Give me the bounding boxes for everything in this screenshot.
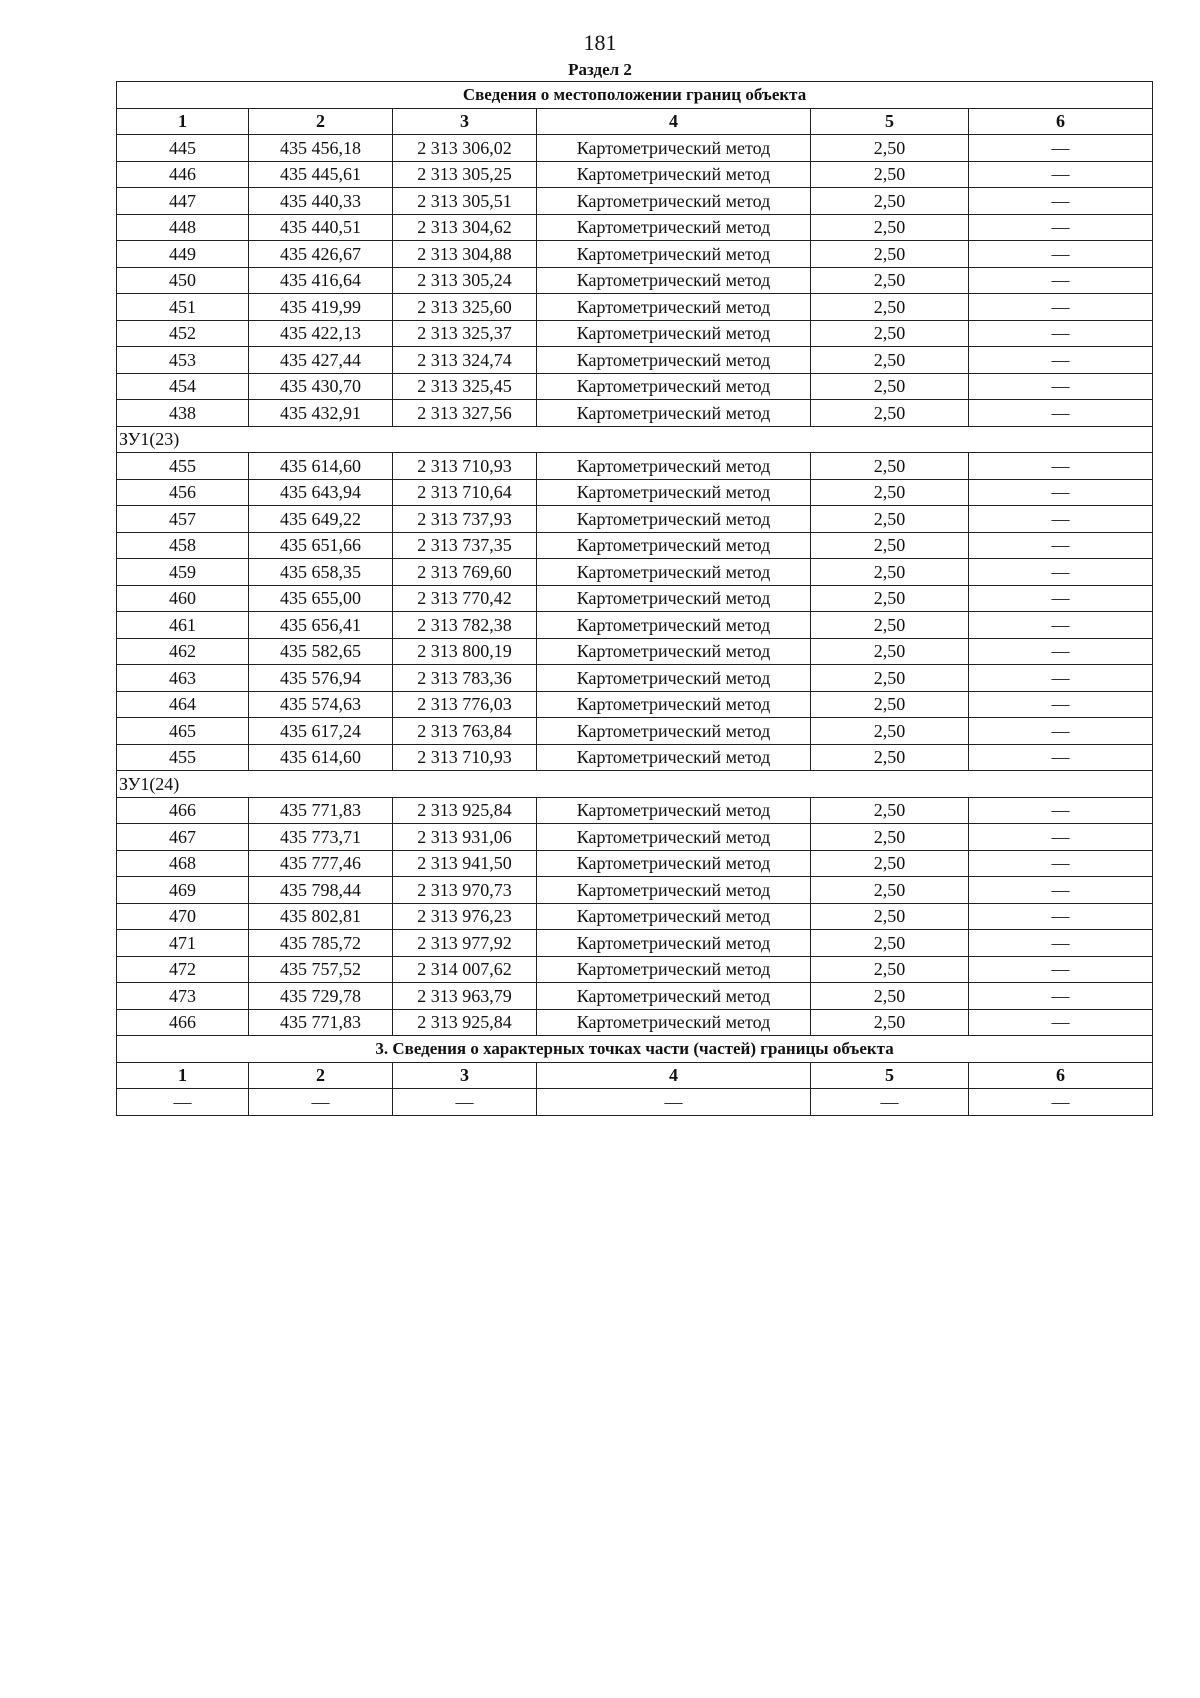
description-cell: — — [969, 161, 1153, 188]
table-row — [117, 1009, 1153, 1036]
y-coordinate-cell: 2 313 800,19 — [393, 638, 537, 665]
method-cell: — — [537, 1089, 811, 1116]
y-coordinate-cell: 2 313 305,25 — [393, 161, 537, 188]
y-coordinate-cell: 2 313 305,24 — [393, 267, 537, 294]
method-cell: Картометрический метод — [537, 347, 811, 374]
point-number-cell: 438 — [117, 400, 249, 427]
column-header: 3 — [393, 108, 537, 135]
table-row — [117, 532, 1153, 559]
y-coordinate-cell: 2 313 776,03 — [393, 691, 537, 718]
point-number-cell: 450 — [117, 267, 249, 294]
description-cell: — — [969, 585, 1153, 612]
column-header-row — [117, 108, 1153, 135]
point-number-cell: 457 — [117, 506, 249, 533]
table-title-row — [117, 82, 1153, 109]
y-coordinate-cell: 2 313 737,93 — [393, 506, 537, 533]
table-row — [117, 294, 1153, 321]
method-cell: Картометрический метод — [537, 400, 811, 427]
precision-cell: 2,50 — [811, 665, 969, 692]
description-cell: — — [969, 956, 1153, 983]
description-cell: — — [969, 267, 1153, 294]
table-row — [117, 1089, 1153, 1116]
column-header: 2 — [249, 108, 393, 135]
description-cell: — — [969, 903, 1153, 930]
point-number-cell: 468 — [117, 850, 249, 877]
x-coordinate-cell: 435 617,24 — [249, 718, 393, 745]
y-coordinate-cell: 2 313 305,51 — [393, 188, 537, 215]
method-cell: Картометрический метод — [537, 691, 811, 718]
table-row — [117, 903, 1153, 930]
x-coordinate-cell: 435 426,67 — [249, 241, 393, 268]
x-coordinate-cell: 435 771,83 — [249, 797, 393, 824]
table-row — [117, 241, 1153, 268]
x-coordinate-cell: 435 649,22 — [249, 506, 393, 533]
y-coordinate-cell: 2 313 963,79 — [393, 983, 537, 1010]
y-coordinate-cell: 2 313 782,38 — [393, 612, 537, 639]
description-cell: — — [969, 877, 1153, 904]
description-cell: — — [969, 930, 1153, 957]
table-row — [117, 824, 1153, 851]
point-number-cell: 471 — [117, 930, 249, 957]
y-coordinate-cell: 2 313 931,06 — [393, 824, 537, 851]
description-cell: — — [969, 983, 1153, 1010]
description-cell: — — [969, 532, 1153, 559]
precision-cell: 2,50 — [811, 930, 969, 957]
table-row — [117, 214, 1153, 241]
x-coordinate-cell: 435 658,35 — [249, 559, 393, 586]
precision-cell: 2,50 — [811, 797, 969, 824]
y-coordinate-cell: 2 313 977,92 — [393, 930, 537, 957]
method-cell: Картометрический метод — [537, 585, 811, 612]
group-row — [117, 426, 1153, 453]
precision-cell: 2,50 — [811, 294, 969, 321]
section3-title-row — [117, 1036, 1153, 1063]
point-number-cell: 448 — [117, 214, 249, 241]
y-coordinate-cell: 2 313 737,35 — [393, 532, 537, 559]
description-cell: — — [969, 479, 1153, 506]
description-cell: — — [969, 744, 1153, 771]
column-header: 4 — [537, 1062, 811, 1089]
point-number-cell: 449 — [117, 241, 249, 268]
table-row — [117, 188, 1153, 215]
column-header: 6 — [969, 1062, 1153, 1089]
method-cell: Картометрический метод — [537, 267, 811, 294]
method-cell: Картометрический метод — [537, 665, 811, 692]
table-row — [117, 718, 1153, 745]
description-cell: — — [969, 188, 1153, 215]
table-row — [117, 744, 1153, 771]
table-body — [117, 82, 1153, 1116]
table-row — [117, 479, 1153, 506]
x-coordinate-cell: 435 802,81 — [249, 903, 393, 930]
precision-cell: 2,50 — [811, 638, 969, 665]
x-coordinate-cell: 435 445,61 — [249, 161, 393, 188]
section-label: Раздел 2 — [568, 60, 632, 79]
precision-cell: 2,50 — [811, 877, 969, 904]
method-cell: Картометрический метод — [537, 824, 811, 851]
y-coordinate-cell: 2 313 925,84 — [393, 797, 537, 824]
table-title: Сведения о местоположении границ объекта — [117, 82, 1153, 109]
description-cell: — — [969, 214, 1153, 241]
description-cell: — — [969, 559, 1153, 586]
x-coordinate-cell: 435 651,66 — [249, 532, 393, 559]
method-cell: Картометрический метод — [537, 797, 811, 824]
method-cell: Картометрический метод — [537, 532, 811, 559]
group-label: ЗУ1(24) — [117, 771, 1153, 798]
table-row — [117, 161, 1153, 188]
precision-cell: 2,50 — [811, 453, 969, 480]
point-number-cell: 461 — [117, 612, 249, 639]
precision-cell: 2,50 — [811, 983, 969, 1010]
point-number-cell: — — [117, 1089, 249, 1116]
column-header: 1 — [117, 108, 249, 135]
point-number-cell: 467 — [117, 824, 249, 851]
method-cell: Картометрический метод — [537, 559, 811, 586]
x-coordinate-cell: 435 614,60 — [249, 744, 393, 771]
precision-cell: 2,50 — [811, 850, 969, 877]
y-coordinate-cell: 2 313 925,84 — [393, 1009, 537, 1036]
precision-cell: 2,50 — [811, 559, 969, 586]
x-coordinate-cell: 435 430,70 — [249, 373, 393, 400]
description-cell: — — [969, 241, 1153, 268]
x-coordinate-cell: 435 416,64 — [249, 267, 393, 294]
method-cell: Картометрический метод — [537, 744, 811, 771]
method-cell: Картометрический метод — [537, 638, 811, 665]
point-number-cell: 447 — [117, 188, 249, 215]
table-row — [117, 797, 1153, 824]
y-coordinate-cell: 2 313 970,73 — [393, 877, 537, 904]
point-number-cell: 469 — [117, 877, 249, 904]
x-coordinate-cell: 435 576,94 — [249, 665, 393, 692]
column-header: 2 — [249, 1062, 393, 1089]
precision-cell: 2,50 — [811, 479, 969, 506]
description-cell: — — [969, 612, 1153, 639]
x-coordinate-cell: 435 440,33 — [249, 188, 393, 215]
y-coordinate-cell: 2 313 325,37 — [393, 320, 537, 347]
description-cell: — — [969, 824, 1153, 851]
table-row — [117, 691, 1153, 718]
x-coordinate-cell: 435 574,63 — [249, 691, 393, 718]
precision-cell: 2,50 — [811, 135, 969, 162]
point-number-cell: 466 — [117, 797, 249, 824]
precision-cell: 2,50 — [811, 612, 969, 639]
precision-cell: 2,50 — [811, 188, 969, 215]
description-cell: — — [969, 294, 1153, 321]
method-cell: Картометрический метод — [537, 877, 811, 904]
table-row — [117, 559, 1153, 586]
point-number-cell: 462 — [117, 638, 249, 665]
y-coordinate-cell: 2 313 710,93 — [393, 453, 537, 480]
x-coordinate-cell: 435 456,18 — [249, 135, 393, 162]
precision-cell: 2,50 — [811, 691, 969, 718]
point-number-cell: 455 — [117, 453, 249, 480]
method-cell: Картометрический метод — [537, 161, 811, 188]
description-cell: — — [969, 1089, 1153, 1116]
y-coordinate-cell: 2 313 783,36 — [393, 665, 537, 692]
precision-cell: 2,50 — [811, 1009, 969, 1036]
description-cell: — — [969, 638, 1153, 665]
table-row — [117, 135, 1153, 162]
x-coordinate-cell: 435 419,99 — [249, 294, 393, 321]
y-coordinate-cell: 2 313 941,50 — [393, 850, 537, 877]
description-cell: — — [969, 320, 1153, 347]
y-coordinate-cell: 2 313 770,42 — [393, 585, 537, 612]
table-row — [117, 877, 1153, 904]
y-coordinate-cell: — — [393, 1089, 537, 1116]
y-coordinate-cell: 2 313 769,60 — [393, 559, 537, 586]
page-number: 181 — [583, 30, 617, 55]
method-cell: Картометрический метод — [537, 850, 811, 877]
description-cell: — — [969, 135, 1153, 162]
description-cell: — — [969, 453, 1153, 480]
method-cell: Картометрический метод — [537, 453, 811, 480]
method-cell: Картометрический метод — [537, 718, 811, 745]
y-coordinate-cell: 2 313 324,74 — [393, 347, 537, 374]
table-row — [117, 453, 1153, 480]
table-row — [117, 638, 1153, 665]
x-coordinate-cell: 435 643,94 — [249, 479, 393, 506]
section3-title: 3. Сведения о характерных точках части (частей) границы объекта — [117, 1036, 1153, 1063]
x-coordinate-cell: 435 773,71 — [249, 824, 393, 851]
description-cell: — — [969, 347, 1153, 374]
group-row — [117, 771, 1153, 798]
description-cell: — — [969, 797, 1153, 824]
x-coordinate-cell: 435 614,60 — [249, 453, 393, 480]
y-coordinate-cell: 2 313 304,88 — [393, 241, 537, 268]
precision-cell: 2,50 — [811, 400, 969, 427]
y-coordinate-cell: 2 313 304,62 — [393, 214, 537, 241]
section3-header-row — [117, 1062, 1153, 1089]
precision-cell: 2,50 — [811, 744, 969, 771]
y-coordinate-cell: 2 313 710,64 — [393, 479, 537, 506]
method-cell: Картометрический метод — [537, 956, 811, 983]
description-cell: — — [969, 850, 1153, 877]
table-row — [117, 267, 1153, 294]
description-cell: — — [969, 691, 1153, 718]
x-coordinate-cell: 435 440,51 — [249, 214, 393, 241]
method-cell: Картометрический метод — [537, 188, 811, 215]
precision-cell: 2,50 — [811, 320, 969, 347]
precision-cell: 2,50 — [811, 373, 969, 400]
precision-cell: 2,50 — [811, 161, 969, 188]
description-cell: — — [969, 665, 1153, 692]
method-cell: Картометрический метод — [537, 294, 811, 321]
method-cell: Картометрический метод — [537, 135, 811, 162]
point-number-cell: 470 — [117, 903, 249, 930]
table-row — [117, 612, 1153, 639]
precision-cell: 2,50 — [811, 267, 969, 294]
method-cell: Картометрический метод — [537, 983, 811, 1010]
point-number-cell: 446 — [117, 161, 249, 188]
point-number-cell: 473 — [117, 983, 249, 1010]
method-cell: Картометрический метод — [537, 506, 811, 533]
precision-cell: 2,50 — [811, 506, 969, 533]
precision-cell: 2,50 — [811, 347, 969, 374]
group-label: ЗУ1(23) — [117, 426, 1153, 453]
description-cell: — — [969, 373, 1153, 400]
x-coordinate-cell: 435 785,72 — [249, 930, 393, 957]
point-number-cell: 464 — [117, 691, 249, 718]
description-cell: — — [969, 506, 1153, 533]
point-number-cell: 455 — [117, 744, 249, 771]
x-coordinate-cell: 435 582,65 — [249, 638, 393, 665]
point-number-cell: 454 — [117, 373, 249, 400]
table-row — [117, 850, 1153, 877]
point-number-cell: 459 — [117, 559, 249, 586]
table-row — [117, 400, 1153, 427]
point-number-cell: 456 — [117, 479, 249, 506]
precision-cell: 2,50 — [811, 718, 969, 745]
column-header: 4 — [537, 108, 811, 135]
table-row — [117, 506, 1153, 533]
y-coordinate-cell: 2 313 325,45 — [393, 373, 537, 400]
x-coordinate-cell: 435 655,00 — [249, 585, 393, 612]
precision-cell: 2,50 — [811, 824, 969, 851]
method-cell: Картометрический метод — [537, 479, 811, 506]
precision-cell: — — [811, 1089, 969, 1116]
x-coordinate-cell: 435 771,83 — [249, 1009, 393, 1036]
column-header: 1 — [117, 1062, 249, 1089]
point-number-cell: 452 — [117, 320, 249, 347]
x-coordinate-cell: 435 422,13 — [249, 320, 393, 347]
precision-cell: 2,50 — [811, 241, 969, 268]
method-cell: Картометрический метод — [537, 1009, 811, 1036]
description-cell: — — [969, 400, 1153, 427]
table-row — [117, 373, 1153, 400]
method-cell: Картометрический метод — [537, 214, 811, 241]
point-number-cell: 445 — [117, 135, 249, 162]
boundary-coordinates-table — [116, 81, 1153, 1116]
point-number-cell: 465 — [117, 718, 249, 745]
table-row — [117, 320, 1153, 347]
precision-cell: 2,50 — [811, 532, 969, 559]
x-coordinate-cell: 435 798,44 — [249, 877, 393, 904]
method-cell: Картометрический метод — [537, 930, 811, 957]
column-header: 5 — [811, 108, 969, 135]
y-coordinate-cell: 2 313 763,84 — [393, 718, 537, 745]
method-cell: Картометрический метод — [537, 320, 811, 347]
method-cell: Картометрический метод — [537, 373, 811, 400]
point-number-cell: 451 — [117, 294, 249, 321]
point-number-cell: 460 — [117, 585, 249, 612]
table-row — [117, 930, 1153, 957]
x-coordinate-cell: 435 757,52 — [249, 956, 393, 983]
precision-cell: 2,50 — [811, 956, 969, 983]
point-number-cell: 458 — [117, 532, 249, 559]
table-row — [117, 347, 1153, 374]
table-row — [117, 983, 1153, 1010]
point-number-cell: 463 — [117, 665, 249, 692]
precision-cell: 2,50 — [811, 903, 969, 930]
table-row — [117, 956, 1153, 983]
y-coordinate-cell: 2 313 710,93 — [393, 744, 537, 771]
column-header: 3 — [393, 1062, 537, 1089]
method-cell: Картометрический метод — [537, 903, 811, 930]
x-coordinate-cell: 435 729,78 — [249, 983, 393, 1010]
y-coordinate-cell: 2 313 306,02 — [393, 135, 537, 162]
x-coordinate-cell: 435 427,44 — [249, 347, 393, 374]
point-number-cell: 466 — [117, 1009, 249, 1036]
precision-cell: 2,50 — [811, 585, 969, 612]
x-coordinate-cell: — — [249, 1089, 393, 1116]
point-number-cell: 453 — [117, 347, 249, 374]
column-header: 5 — [811, 1062, 969, 1089]
y-coordinate-cell: 2 313 327,56 — [393, 400, 537, 427]
y-coordinate-cell: 2 313 325,60 — [393, 294, 537, 321]
description-cell: — — [969, 1009, 1153, 1036]
table-row — [117, 585, 1153, 612]
table-row — [117, 665, 1153, 692]
method-cell: Картометрический метод — [537, 241, 811, 268]
x-coordinate-cell: 435 656,41 — [249, 612, 393, 639]
x-coordinate-cell: 435 777,46 — [249, 850, 393, 877]
y-coordinate-cell: 2 314 007,62 — [393, 956, 537, 983]
method-cell: Картометрический метод — [537, 612, 811, 639]
column-header: 6 — [969, 108, 1153, 135]
point-number-cell: 472 — [117, 956, 249, 983]
description-cell: — — [969, 718, 1153, 745]
precision-cell: 2,50 — [811, 214, 969, 241]
x-coordinate-cell: 435 432,91 — [249, 400, 393, 427]
y-coordinate-cell: 2 313 976,23 — [393, 903, 537, 930]
